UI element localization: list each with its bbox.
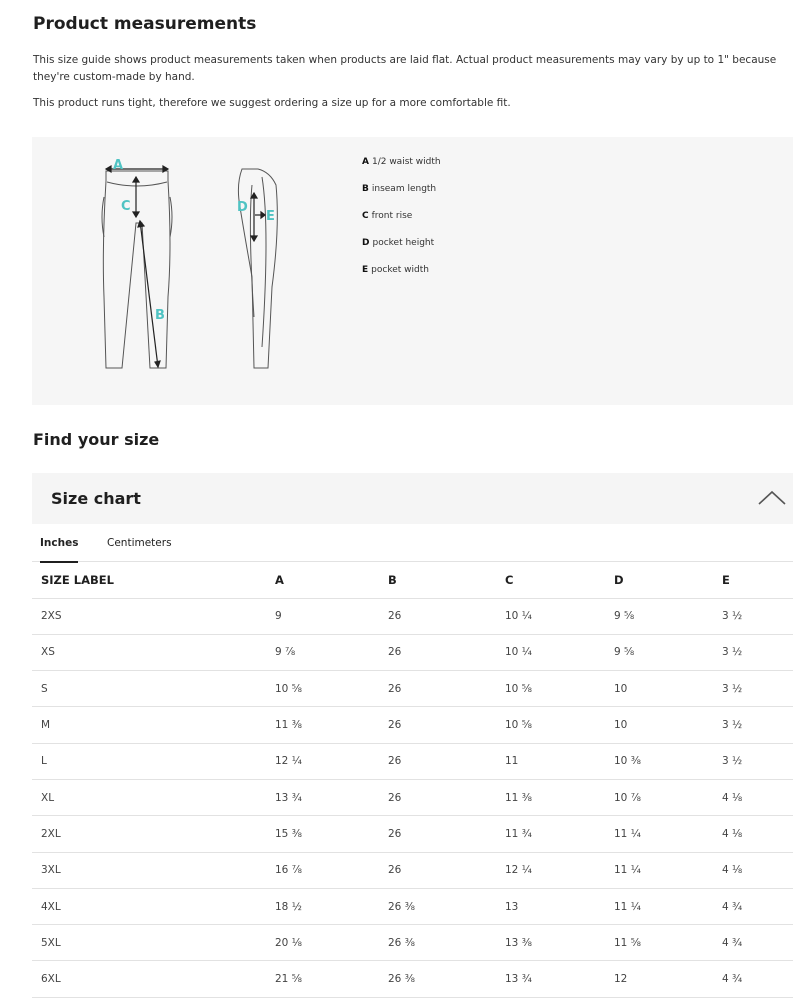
diagram-letter-b: B [155, 308, 165, 323]
find-your-size-title: Find your size [33, 430, 160, 449]
table-cell: S [32, 671, 275, 707]
table-cell: 12 [614, 961, 722, 997]
table-cell: 12 ¼ [505, 852, 614, 888]
table-cell: 10 [614, 707, 722, 743]
column-header: B [388, 562, 505, 598]
size-chart-accordion-header[interactable] [32, 473, 793, 524]
table-cell: 26 ⅜ [388, 888, 505, 924]
table-cell: 21 ⅝ [275, 961, 388, 997]
table-cell: 10 [614, 671, 722, 707]
table-header-row [32, 562, 793, 598]
waistband-line [107, 182, 167, 186]
table-row [32, 598, 793, 634]
table-cell: 11 ¼ [614, 888, 722, 924]
table-row [32, 888, 793, 924]
table-cell: 12 ¼ [275, 743, 388, 779]
table-cell: XS [32, 634, 275, 670]
legend-item: E pocket width [362, 265, 429, 275]
diagram-letter-a: A [113, 158, 124, 173]
table-row [32, 961, 793, 997]
table-cell: 11 ¼ [614, 852, 722, 888]
table-row [32, 779, 793, 815]
diagram-letter-d: D [237, 200, 248, 215]
table-cell: 4 ⅛ [722, 816, 793, 852]
table-cell: 2XL [32, 816, 275, 852]
table-cell: 9 ⅞ [275, 634, 388, 670]
table-cell: 9 [275, 598, 388, 634]
table-cell: 3 ½ [722, 671, 793, 707]
leggings-side-outline [238, 169, 277, 368]
diagram-letter-e: E [266, 209, 275, 224]
table-row [32, 925, 793, 961]
table-cell: 10 ¼ [505, 598, 614, 634]
table-cell: 11 ⅜ [505, 779, 614, 815]
table-row [32, 707, 793, 743]
table-row [32, 671, 793, 707]
table-cell: 4 ⅛ [722, 852, 793, 888]
table-cell: 26 [388, 816, 505, 852]
column-header: E [722, 562, 793, 598]
column-header: SIZE LABEL [32, 562, 275, 598]
table-cell: 11 ¾ [505, 816, 614, 852]
table-cell: 11 ⅜ [275, 707, 388, 743]
table-cell: 3 ½ [722, 598, 793, 634]
fit-advice: This product runs tight, therefore we suggest ordering a size up for a more comfortable fit. [33, 97, 511, 109]
size-chart-table [32, 562, 793, 998]
table-cell: 13 ¾ [505, 961, 614, 997]
table-cell: 26 [388, 671, 505, 707]
table-cell: 11 ¼ [614, 816, 722, 852]
measurement-legend [362, 155, 441, 290]
table-cell: 6XL [32, 961, 275, 997]
tab-centimeters[interactable]: Centimeters [107, 537, 172, 549]
table-cell: 10 ¼ [505, 634, 614, 670]
product-measurements-title: Product measurements [33, 14, 257, 34]
legend-item: B inseam length [362, 184, 437, 194]
legend-item: A 1/2 waist width [362, 157, 441, 167]
table-cell: 3 ½ [722, 634, 793, 670]
leggings-front-outline [103, 171, 170, 368]
table-cell: 5XL [32, 925, 275, 961]
table-cell: 18 ½ [275, 888, 388, 924]
column-header: A [275, 562, 388, 598]
table-cell: 3 ½ [722, 743, 793, 779]
measurement-diagram [32, 137, 793, 405]
diagram-letter-c: C [121, 199, 131, 214]
table-cell: 20 ⅛ [275, 925, 388, 961]
table-cell: 16 ⅞ [275, 852, 388, 888]
column-header: D [614, 562, 722, 598]
size-chart-title: Size chart [51, 489, 141, 508]
table-cell: 10 ⅜ [614, 743, 722, 779]
table-cell: 26 [388, 743, 505, 779]
unit-tabs [32, 528, 793, 562]
table-cell: 26 [388, 634, 505, 670]
table-cell: 26 ⅜ [388, 961, 505, 997]
table-cell: 26 [388, 852, 505, 888]
table-cell: 13 ¾ [275, 779, 388, 815]
table-cell: 10 ⅝ [275, 671, 388, 707]
legend-item: C front rise [362, 211, 413, 221]
chevron-up-icon[interactable] [757, 490, 787, 506]
table-cell: 10 ⅝ [505, 707, 614, 743]
table-cell: 4 ¾ [722, 961, 793, 997]
table-cell: 13 [505, 888, 614, 924]
table-cell: 13 ⅜ [505, 925, 614, 961]
table-cell: L [32, 743, 275, 779]
table-cell: 4 ¾ [722, 925, 793, 961]
table-row [32, 743, 793, 779]
table-cell: 9 ⅝ [614, 634, 722, 670]
column-header: C [505, 562, 614, 598]
tab-inches[interactable]: Inches [40, 537, 78, 563]
table-row [32, 816, 793, 852]
table-cell: 2XS [32, 598, 275, 634]
table-cell: 9 ⅝ [614, 598, 722, 634]
table-cell: 26 [388, 707, 505, 743]
table-cell: 26 [388, 779, 505, 815]
table-cell: 26 [388, 598, 505, 634]
table-cell: 4XL [32, 888, 275, 924]
table-row [32, 634, 793, 670]
table-cell: 4 ⅛ [722, 779, 793, 815]
table-cell: XL [32, 779, 275, 815]
table-cell: 10 ⅝ [505, 671, 614, 707]
table-cell: 4 ¾ [722, 888, 793, 924]
table-cell: 26 ⅜ [388, 925, 505, 961]
table-cell: 3 ½ [722, 707, 793, 743]
legend-item: D pocket height [362, 238, 435, 248]
table-cell: 3XL [32, 852, 275, 888]
table-row [32, 852, 793, 888]
table-cell: M [32, 707, 275, 743]
table-cell: 11 ⅝ [614, 925, 722, 961]
table-cell: 11 [505, 743, 614, 779]
size-guide-description: This size guide shows product measurements taken when products are laid flat. Actual product measurements may vary by up to 1" because they're custom-made by hand. [33, 54, 777, 83]
table-cell: 15 ⅜ [275, 816, 388, 852]
table-cell: 10 ⅞ [614, 779, 722, 815]
